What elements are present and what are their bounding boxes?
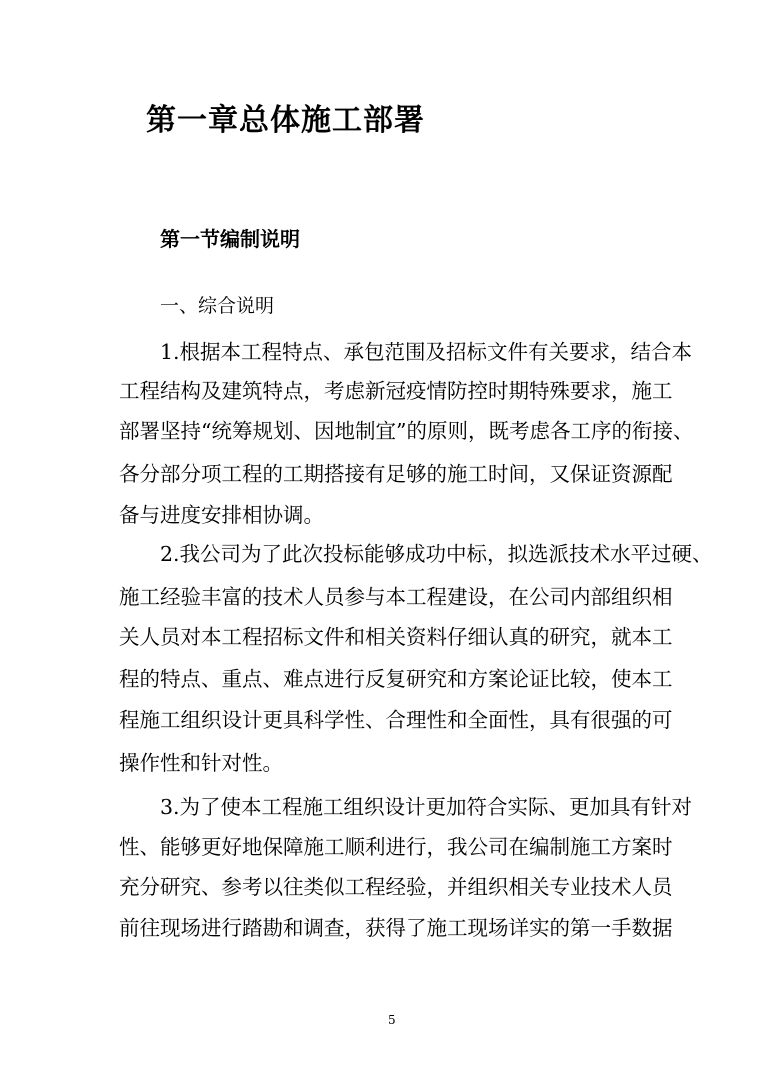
- paragraph-line: 1.根据本工程特点、承包范围及招标文件有关要求，结合本: [160, 340, 693, 364]
- paragraph-line: 前往现场进行踏勘和调查，获得了施工现场详实的第一手数据: [119, 916, 673, 940]
- paragraph-line: 程的特点、重点、难点进行反复研究和方案论证比较，使本工: [119, 667, 673, 691]
- paragraph-line: 程施工组织设计更具科学性、合理性和全面性，具有很强的可: [119, 708, 673, 732]
- subsection-title: 一、综合说明: [160, 295, 275, 317]
- paragraph-line: 备与进度安排相协调。: [119, 503, 324, 527]
- chapter-title: 第一章总体施工部署: [146, 103, 425, 138]
- paragraph-line: 部署坚持“统筹规划、因地制宜”的原则，既考虑各工序的衔接、: [119, 419, 694, 443]
- paragraph-line: 性、能够更好地保障施工顺利进行，我公司在编制施工方案时: [119, 835, 673, 859]
- paragraph-line: 充分研究、参考以往类似工程经验，并组织相关专业技术人员: [119, 875, 673, 899]
- paragraph-line: 2.我公司为了此次投标能够成功中标，拟选派技术水平过硬、: [160, 542, 713, 566]
- paragraph-line: 各分部分项工程的工期搭接有足够的施工时间，又保证资源配: [119, 462, 673, 486]
- section-title: 第一节编制说明: [160, 227, 300, 251]
- paragraph-line: 关人员对本工程招标文件和相关资料仔细认真的研究，就本工: [119, 625, 673, 649]
- paragraph-line: 施工经验丰富的技术人员参与本工程建设，在公司内部组织相: [119, 585, 673, 609]
- paragraph-line: 操作性和针对性。: [119, 751, 283, 775]
- paragraph-line: 工程结构及建筑特点，考虑新冠疫情防控时期特殊要求，施工: [119, 379, 673, 403]
- paragraph-line: 3.为了使本工程施工组织设计更加符合实际、更加具有针对: [160, 795, 693, 819]
- page-number: 5: [388, 1013, 396, 1027]
